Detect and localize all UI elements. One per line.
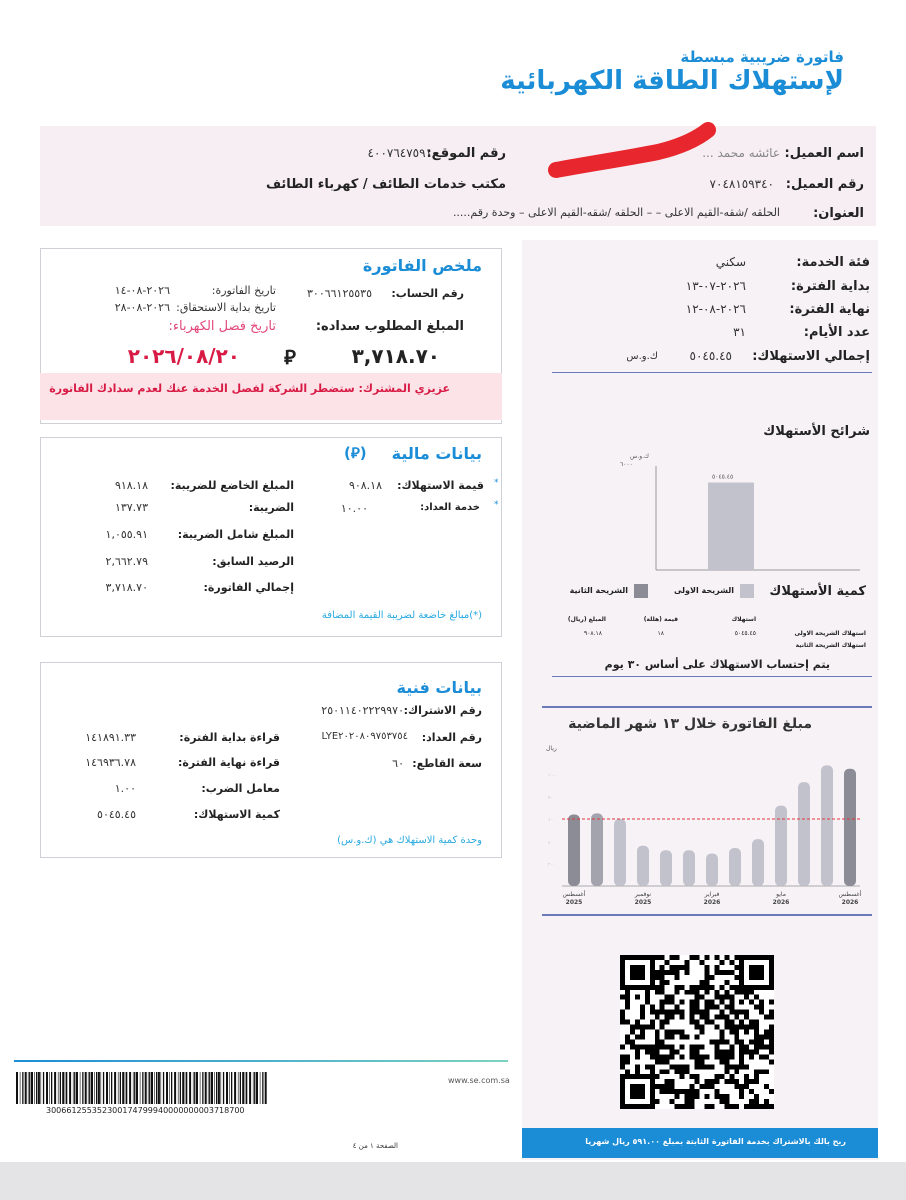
tiers-col-consumption: استهلاك — [731, 616, 756, 623]
breaker-capacity-label: سعة القاطع: — [412, 757, 482, 770]
history-xtick-year: 2026 — [703, 899, 721, 906]
legend-first-swatch — [740, 584, 754, 598]
legend-second-swatch — [634, 584, 648, 598]
service-office-value: مكتب خدمات الطائف / كهرباء الطائف — [265, 177, 506, 192]
redaction-mark — [548, 118, 720, 184]
history-bar — [798, 782, 810, 886]
start-reading-value: ١٤١٨٩١.٣٣ — [85, 731, 136, 744]
bullet-icon: * — [494, 500, 499, 510]
invoice-total-label: إجمالي الفاتورة: — [203, 581, 294, 594]
total-consumption-unit: ك.و.س — [626, 351, 658, 362]
days-count-label: عدد الأيام: — [803, 325, 870, 340]
service-category-value: سكني — [715, 255, 746, 269]
address-value: الحلقه /شقه-القيم الاعلى – – الحلقه /شقه-القيم الاعلى – وحدة رقم..... — [452, 206, 780, 219]
history-xtick: فبراير — [704, 891, 720, 898]
meter-service-value: ١٠.٠٠ — [340, 502, 368, 515]
total-consumption-label: إجمالي الاستهلاك: — [752, 349, 870, 364]
previous-balance-value: ٢,٦٦٢.٧٩ — [105, 555, 148, 568]
summary-title: ملخص الفاتورة — [362, 256, 482, 275]
history-ytick: ٨٠٠ — [548, 794, 555, 800]
end-reading-label: قراءة نهاية الفترة: — [178, 756, 280, 769]
barcode — [16, 1072, 268, 1104]
taxable-amount-label: المبلغ الخاضع للضريبة: — [170, 479, 294, 492]
multiplier-value: ١.٠٠ — [114, 782, 136, 795]
tier-bar-label: ٥٠٤٥.٤٥ — [712, 473, 734, 481]
history-bar — [591, 813, 603, 886]
history-bottom-rule — [542, 914, 872, 916]
tax-label: الضريبة: — [248, 501, 294, 514]
consumption-value: ٩٠٨.١٨ — [348, 479, 382, 492]
service-category-label: فئة الخدمة: — [796, 255, 870, 270]
tiers-basis-note: يتم إحتساب الاستهلاك على أساس ٣٠ يوم — [604, 658, 830, 671]
end-reading-value: ١٤٦٩٣٦.٧٨ — [85, 756, 136, 769]
history-bar — [821, 765, 833, 886]
warning-strip — [40, 373, 502, 420]
history-xtick-year: 2025 — [565, 899, 583, 906]
history-bar — [568, 815, 580, 886]
history-bar — [637, 846, 649, 886]
history-xtick: أغسطس — [562, 891, 586, 898]
history-bar — [683, 850, 695, 886]
customer-name-label: اسم العميل: — [784, 146, 864, 161]
history-xtick-year: 2026 — [841, 899, 859, 906]
disconnection-warning: عزيزي المشترك: ستضطر الشركة لفصل الخدمة عنك لعدم سدادك الفاتورة — [49, 382, 450, 395]
history-bar — [614, 819, 626, 886]
technical-title: بيانات فنية — [396, 678, 482, 697]
due-date-label: تاريخ بداية الاستحقاق: — [176, 301, 276, 314]
invoice-date-label: تاريخ الفاتورة: — [211, 284, 276, 297]
history-chart — [540, 738, 870, 910]
tier-bar — [708, 483, 754, 570]
history-ytick: ٦٠٠ — [548, 817, 555, 822]
tier-chart-ymax: ٦٠٠٠ — [620, 461, 633, 468]
invoice-subtitle: فاتورة ضريبية مبسطة — [680, 48, 844, 66]
amount-due-label: المبلغ المطلوب سداده: — [315, 319, 464, 334]
page-number: الصفحة ١ من ٤ — [352, 1142, 398, 1150]
period-start-label: بداية الفترة: — [790, 279, 870, 294]
period-end-value: ٢٠٢٦-٠٨-١٢ — [685, 302, 746, 316]
tier-quantity-title: كمية الأستهلاك — [769, 584, 866, 599]
tax-value: ١٣٧.٧٣ — [114, 501, 148, 514]
tiers-row-first-amount: ٩٠٨.١٨ — [583, 630, 602, 637]
customer-number-label: رقم العميل: — [785, 177, 864, 192]
history-ytick: ١٬٠٠٠ — [548, 772, 558, 778]
taxable-amount-value: ٩١٨.١٨ — [114, 479, 148, 492]
legend-first-label: الشريحة الاولى — [673, 586, 734, 595]
tiers-col-value: قيمة (هللة) — [643, 616, 678, 623]
qr-code — [620, 954, 774, 1110]
days-count-value: ٣١ — [733, 325, 746, 339]
history-ytick: ٢٠٠ — [548, 861, 555, 867]
footer-strip — [0, 1162, 906, 1200]
history-ytick: ٤٠٠ — [548, 839, 555, 845]
riyal-currency-icon: (⃁) — [344, 444, 367, 462]
start-reading-label: قراءة بداية الفترة: — [179, 731, 280, 744]
history-xtick: نوفمبر — [634, 891, 652, 898]
tiers-col-amount: المبلغ (ريال) — [567, 616, 606, 623]
bullet-icon: * — [494, 478, 499, 488]
history-top-rule — [542, 706, 872, 708]
divider — [552, 372, 872, 373]
history-bar — [752, 839, 764, 886]
address-label: العنوان: — [813, 206, 864, 221]
tiers-row-first: استهلاك الشريحة الاولى — [794, 630, 866, 637]
history-xtick: مايو — [776, 891, 786, 898]
subscription-number-label: رقم الاشتراك: — [403, 704, 482, 717]
site-number-value: ٤٠٠٧٦٤٧٥٩١ — [367, 146, 432, 160]
customer-name-value: عائشه محمد ... — [702, 146, 780, 160]
subscription-number-value: ٢٥٠١١٤٠٢٢٢٩٩٧٠ — [321, 704, 404, 717]
meter-number-label: رقم العداد: — [421, 731, 482, 744]
account-number-label: رقم الحساب: — [391, 287, 464, 300]
due-date-value: ٢٠٢٦-٠٨-٢٨ — [114, 301, 170, 314]
tiers-title: شرائح الأستهلاك — [763, 424, 870, 439]
site-number-label: رقم الموقع: — [426, 146, 506, 161]
breaker-capacity-value: ٦٠ — [392, 757, 404, 770]
consumption-value-label: قيمة الاستهلاك: — [397, 479, 484, 492]
history-ylabel: ريال — [546, 745, 557, 752]
cutoff-date-value: ٢٠٢٦/٠٨/٢٠ — [127, 344, 240, 368]
invoice-title: لإستهلاك الطاقة الكهربائية — [500, 66, 844, 96]
multiplier-label: معامل الضرب: — [201, 782, 280, 795]
history-bar — [706, 854, 718, 886]
history-xtick-year: 2025 — [634, 899, 652, 906]
unit-note: وحدة كمية الاستهلاك هي (ك.و.س) — [337, 835, 482, 846]
riyal-icon: ⃁ — [284, 345, 296, 369]
legend-second-label: الشريحة الثانية — [569, 586, 628, 595]
consumption-quantity-value: ٥٠٤٥.٤٥ — [97, 808, 136, 821]
history-bar — [775, 806, 787, 886]
amount-incl-tax-value: ١,٠٥٥.٩١ — [105, 528, 148, 541]
account-number-value: ٣٠٠٦٦١٢٥٥٣٥ — [307, 287, 372, 300]
history-xtick-year: 2026 — [772, 899, 790, 906]
history-bar — [660, 850, 672, 886]
tier-chart — [560, 446, 874, 626]
amount-incl-tax-label: المبلغ شامل الضريبة: — [177, 528, 294, 541]
tiers-row-second: استهلاك الشريحة الثانية — [795, 642, 866, 649]
tiers-row-first-value: ١٨ — [657, 630, 664, 637]
period-end-label: نهاية الفترة: — [789, 302, 870, 317]
invoice-date-value: ٢٠٢٦-٠٨-١٤ — [114, 284, 170, 297]
history-bar — [729, 848, 741, 886]
cutoff-date-label: تاريخ فصل الكهرباء: — [168, 319, 276, 334]
total-consumption-value: ٥٠٤٥.٤٥ — [689, 349, 732, 363]
fixed-fee-text: ربح بالك بالاشتراك بخدمة الفاتورة الثابتة بمبلغ ٥٩١.٠٠ ريال شهريا — [585, 1137, 846, 1146]
vat-note: (*)مبالغ خاضعة لضريبة القيمة المضافة — [321, 610, 482, 621]
history-xtick: أغسطس — [838, 891, 862, 898]
previous-balance-label: الرصيد السابق: — [212, 555, 294, 568]
customer-number-value: ٧٠٤٨١٥٩٣٤٠ — [709, 177, 774, 191]
history-title: مبلغ الفاتورة خلال ١٣ شهر الماضية — [568, 716, 812, 732]
barcode-number: 300661255352300174799940000000003718700 — [46, 1106, 245, 1115]
footer-rule — [14, 1060, 508, 1062]
tier-chart-ylabel: ك.و.س — [630, 453, 649, 460]
divider — [552, 676, 872, 677]
history-bar — [844, 769, 856, 886]
invoice-total-value: ٣,٧١٨.٧٠ — [105, 581, 148, 594]
period-start-value: ٢٠٢٦-٠٧-١٣ — [685, 279, 746, 293]
tiers-row-first-consumption: ٥٠٤٥.٤٥ — [734, 630, 756, 637]
website-link[interactable]: www.se.com.sa — [448, 1076, 510, 1085]
financial-title: بيانات مالية — [391, 444, 482, 463]
amount-due-value: ٣,٧١٨.٧٠ — [351, 344, 440, 368]
consumption-quantity-label: كمية الاستهلاك: — [193, 808, 280, 821]
meter-service-label: خدمة العداد: — [420, 502, 480, 513]
meter-number-value: LYE٢٠٢٠٨٠٩٧٥٣٧٥٤ — [321, 731, 408, 742]
